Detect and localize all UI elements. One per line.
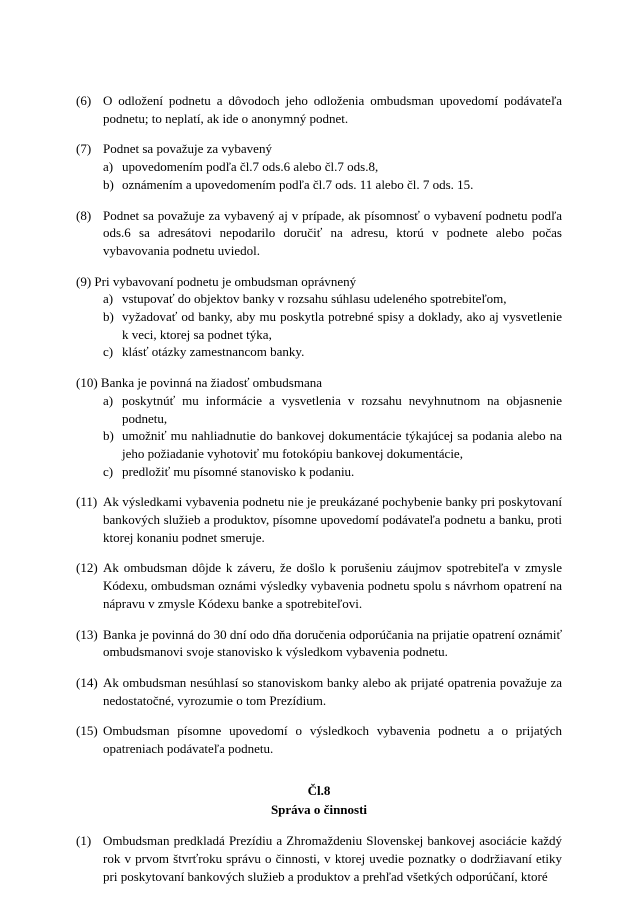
item-label: c): [103, 344, 114, 360]
paragraph-text: Ombudsman predkladá Prezídiu a Zhromaždeniu Slovenskej bankovej asociácie každý rok v prvom štvrťroku správu o činnosti, v ktorej uvedie poznatky o dodržiavaní etiky pri poskytovaní bankových služieb a produktov a prehľad všetkých odporúčaní, ktoré: [103, 833, 562, 884]
item-text: upovedomením podľa čl.7 ods.6 alebo čl.7 ods.8,: [122, 159, 379, 175]
list-item: [103, 176, 562, 194]
item-text: predložiť mu písomné stanovisko k podaniu.: [122, 463, 355, 479]
paragraph-number: (8): [76, 207, 92, 223]
list-item: [103, 290, 562, 308]
item-label: c): [103, 463, 114, 479]
paragraph-15: [76, 722, 562, 757]
list-item: [103, 343, 562, 361]
paragraph-text: Podnet sa považuje za vybavený aj v prípade, ak písomnosť o vybavení podnetu podľa ods.6 sa adresátovi nepodarilo doručiť na adresu, ktorú v podnete alebo počas vybavovania podnetu uviedol.: [103, 207, 562, 258]
paragraph-10: [76, 374, 562, 480]
paragraph-lead: Banka je povinná na žiadosť ombudsmana: [100, 375, 323, 391]
item-text: poskytnúť mu informácie a vysvetlenia v rozsahu nevyhnutnom na objasnenie podnetu,: [122, 392, 562, 426]
paragraph-text: Ak výsledkami vybavenia podnetu nie je preukázané pochybenie banky pri poskytovaní bankových služieb a produktov, písomne upovedomí podávateľa podnetu a banku, proti ktorej konaniu podnet smeruje.: [103, 494, 562, 545]
paragraph-9: [76, 273, 562, 362]
item-list: [76, 392, 562, 481]
paragraph-number: (1): [76, 833, 92, 849]
item-list: [103, 158, 562, 193]
item-label: a): [103, 159, 114, 175]
paragraph-6: [76, 92, 562, 127]
paragraph-13: [76, 626, 562, 661]
paragraph-lead: Pri vybavovaní podnetu je ombudsman oprávnený: [94, 273, 357, 289]
paragraph-number: (6): [76, 93, 92, 108]
paragraph-text: O odložení podnetu a dôvodoch jeho odloženia ombudsman upovedomí podávateľa podnetu; to neplatí, ak ide o anonymný podnet.: [103, 93, 562, 126]
article-paragraph-1: [76, 832, 562, 885]
paragraph-text: Ak ombudsman nesúhlasí so stanoviskom banky alebo ak prijaté opatrenia považuje za nedostatočné, vyrozumie o tom Prezídium.: [103, 674, 562, 708]
paragraph-number: (11): [76, 494, 98, 510]
item-text: vstupovať do objektov banky v rozsahu súhlasu udeleného spotrebiteľom,: [122, 291, 507, 307]
paragraph-text: Ombudsman písomne upovedomí o výsledkoch vybavenia podnetu a o prijatých opatreniach podávateľa podnetu.: [103, 723, 562, 757]
item-text: oznámením a upovedomením podľa čl.7 ods. 11 alebo čl. 7 ods. 15.: [122, 176, 474, 192]
list-item: [103, 463, 562, 481]
item-label: b): [103, 176, 114, 192]
list-item: [103, 158, 562, 176]
paragraph-number: (9): [76, 273, 92, 289]
item-list: [76, 290, 562, 361]
item-label: a): [103, 392, 114, 408]
paragraph-number: (10): [76, 375, 98, 391]
item-label: b): [103, 428, 114, 444]
list-item: [103, 392, 562, 427]
document-body: [76, 92, 562, 898]
paragraph-text: Ak ombudsman dôjde k záveru, že došlo k porušeniu záujmov spotrebiteľa v zmysle Kódexu, ombudsman oznámi výsledky vybavenia podnetu spolu s návrhom opatrení na nápravu v zmysle Kódexu banke a spotrebiteľovi.: [103, 560, 562, 611]
paragraph-number: (12): [76, 560, 98, 576]
paragraph-14: [76, 674, 562, 709]
item-text: vyžadovať od banky, aby mu poskytla potrebné spisy a doklady, ako aj vysvetlenie k veci, ktorej sa podnet týka,: [122, 309, 562, 342]
paragraph-8: [76, 207, 562, 260]
item-label: b): [103, 309, 114, 325]
paragraph-number: (15): [76, 723, 98, 739]
paragraph-11: [76, 493, 562, 546]
article-title: Správa o činnosti: [270, 801, 368, 817]
item-text: klásť otázky zamestnancom banky.: [122, 344, 305, 360]
paragraph-12: [76, 559, 562, 612]
paragraph-number: (7): [76, 141, 92, 157]
article-number: Čl.8: [307, 782, 331, 798]
item-label: a): [103, 291, 114, 307]
item-text: umožniť mu nahliadnutie do bankovej dokumentácie týkajúcej sa podania alebo na jeho požiadanie vyhotoviť mu fotokópiu bankovej dokumentácie,: [122, 428, 562, 461]
paragraph-text: Podnet sa považuje za vybavený: [103, 141, 272, 157]
paragraph-text: Banka je povinná do 30 dní odo dňa doručenia odporúčania na prijatie opatrení oznámiť ombudsmanovi svoje stanovisko k výsledkom vybavenia podnetu.: [103, 626, 562, 660]
list-item: [103, 427, 562, 462]
paragraph-7: [76, 140, 562, 193]
list-item: [103, 308, 562, 343]
paragraph-number: (14): [76, 674, 98, 690]
paragraph-number: (13): [76, 626, 98, 642]
